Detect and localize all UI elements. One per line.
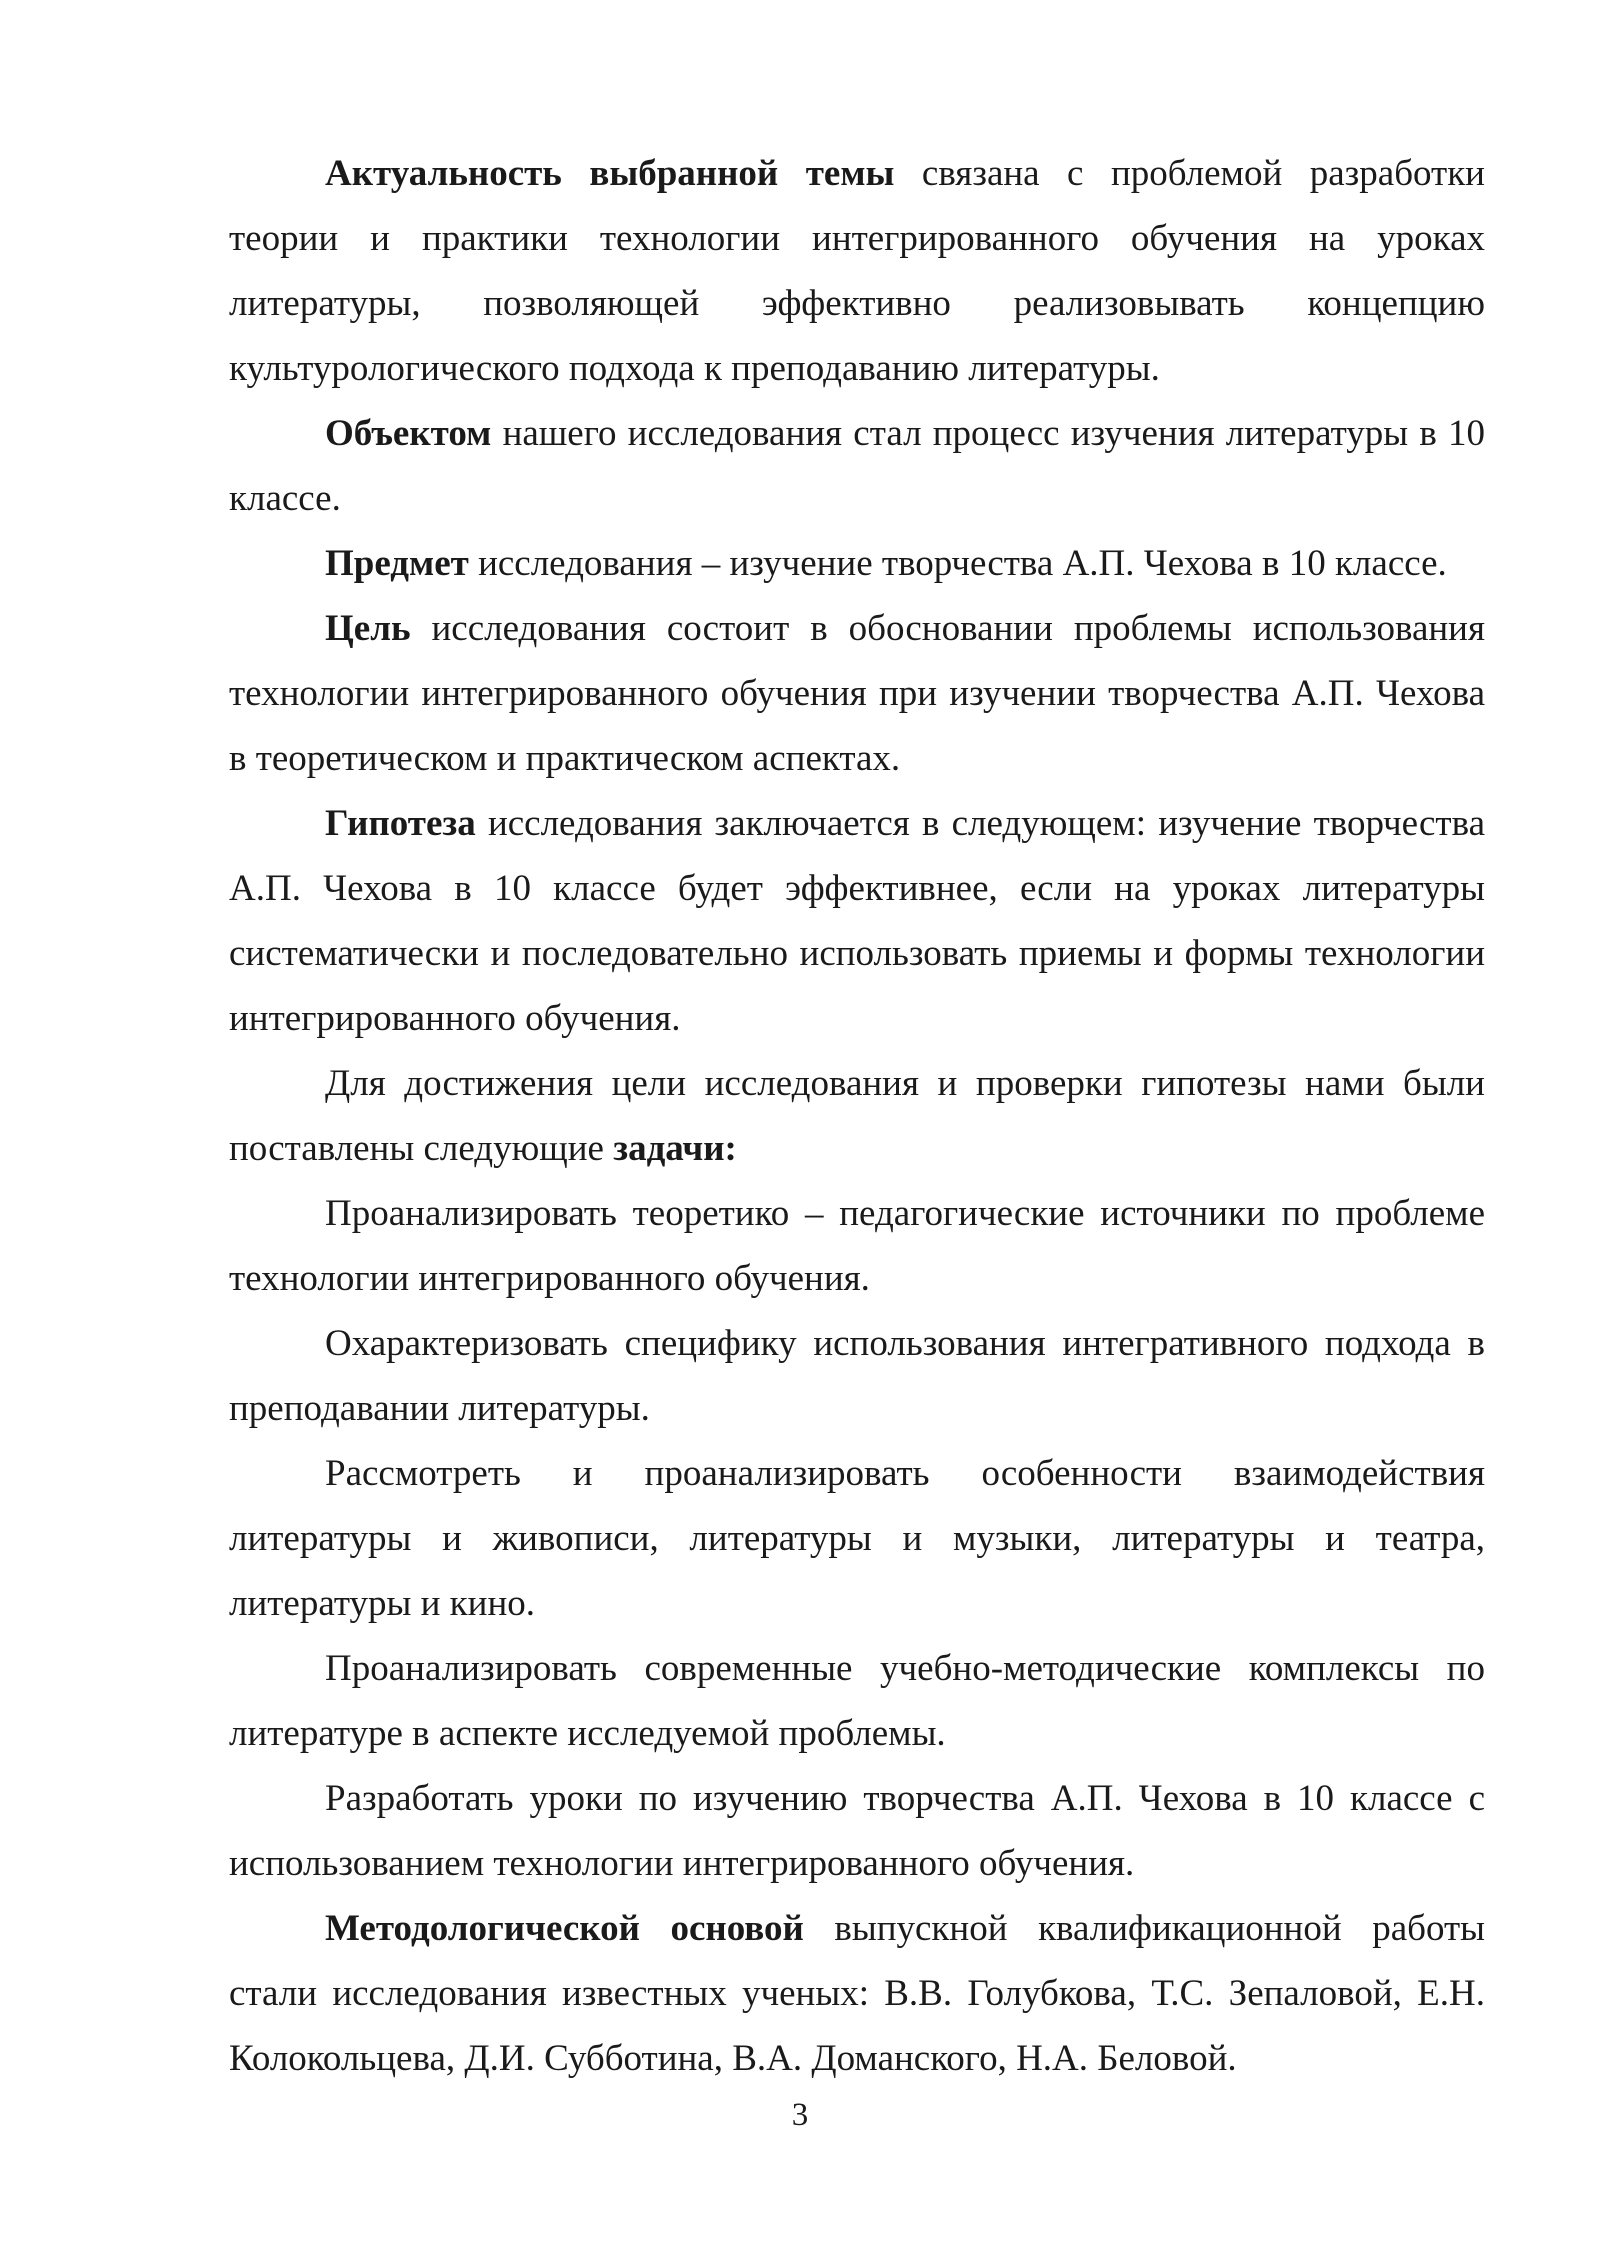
task-item-3: [229, 1441, 1485, 1636]
term-relevance: Актуальность выбранной темы: [325, 153, 895, 194]
paragraph-goal: [229, 596, 1485, 791]
page-number: 3: [791, 2097, 809, 2133]
task-item-2: [229, 1311, 1485, 1441]
task-item-1: [229, 1181, 1485, 1311]
term-object: Объектом: [325, 413, 492, 454]
task-text: Рассмотреть и проанализировать особенности взаимодействия литературы и живописи, литературы и музыки, литературы и театра, литературы и кино.: [229, 1453, 1485, 1624]
paragraph-tasks-intro: [229, 1051, 1485, 1181]
term-hypothesis: Гипотеза: [325, 803, 476, 844]
paragraph-relevance: [229, 141, 1485, 401]
paragraph-text: Для достижения цели исследования и проверки гипотезы нами были поставлены следующие: [229, 1063, 1485, 1169]
paragraph-text: исследования – изучение творчества А.П. Чехова в 10 классе.: [468, 543, 1447, 584]
term-goal: Цель: [325, 608, 411, 649]
paragraph-text: нашего исследования стал процесс изучения литературы в 10 классе.: [229, 413, 1485, 519]
document-body: [229, 141, 1485, 2091]
term-methodology: Методологической основой: [325, 1908, 804, 1949]
task-text: Охарактеризовать специфику использования интегративного подхода в преподавании литературы.: [229, 1323, 1485, 1429]
paragraph-text: связана с проблемой разработки теории и практики технологии интегрированного обучения на уроках литературы, позволяющей эффективно реализовывать концепцию культурологического подхода к преподаванию литературы.: [229, 153, 1485, 389]
task-text: Проанализировать современные учебно-методические комплексы по литературе в аспекте исследуемой проблемы.: [229, 1648, 1485, 1754]
task-text: Проанализировать теоретико – педагогические источники по проблеме технологии интегрированного обучения.: [229, 1193, 1485, 1299]
task-item-5: [229, 1766, 1485, 1896]
paragraph-text: выпускной квалификационной работы стали исследования известных ученых: В.В. Голубкова, Т.С. Зепаловой, Е.Н. Колокольцева, Д.И. Субботина, В.А. Доманского, Н.А. Беловой.: [229, 1908, 1485, 2079]
term-subject: Предмет: [325, 543, 469, 584]
paragraph-object: [229, 401, 1485, 531]
task-item-4: [229, 1636, 1485, 1766]
paragraph-text: исследования заключается в следующем: изучение творчества А.П. Чехова в 10 классе будет эффективнее, если на уроках литературы систематически и последовательно использовать приемы и формы технологии интегрированного обучения.: [229, 803, 1485, 1039]
paragraph-subject: [229, 531, 1485, 596]
term-tasks: задачи:: [613, 1128, 737, 1169]
paragraph-methodology: [229, 1896, 1485, 2091]
paragraph-hypothesis: [229, 791, 1485, 1051]
task-text: Разработать уроки по изучению творчества А.П. Чехова в 10 классе с использованием технологии интегрированного обучения.: [229, 1778, 1485, 1884]
paragraph-text: исследования состоит в обосновании проблемы использования технологии интегрированного обучения при изучении творчества А.П. Чехова в теоретическом и практическом аспектах.: [229, 608, 1485, 779]
